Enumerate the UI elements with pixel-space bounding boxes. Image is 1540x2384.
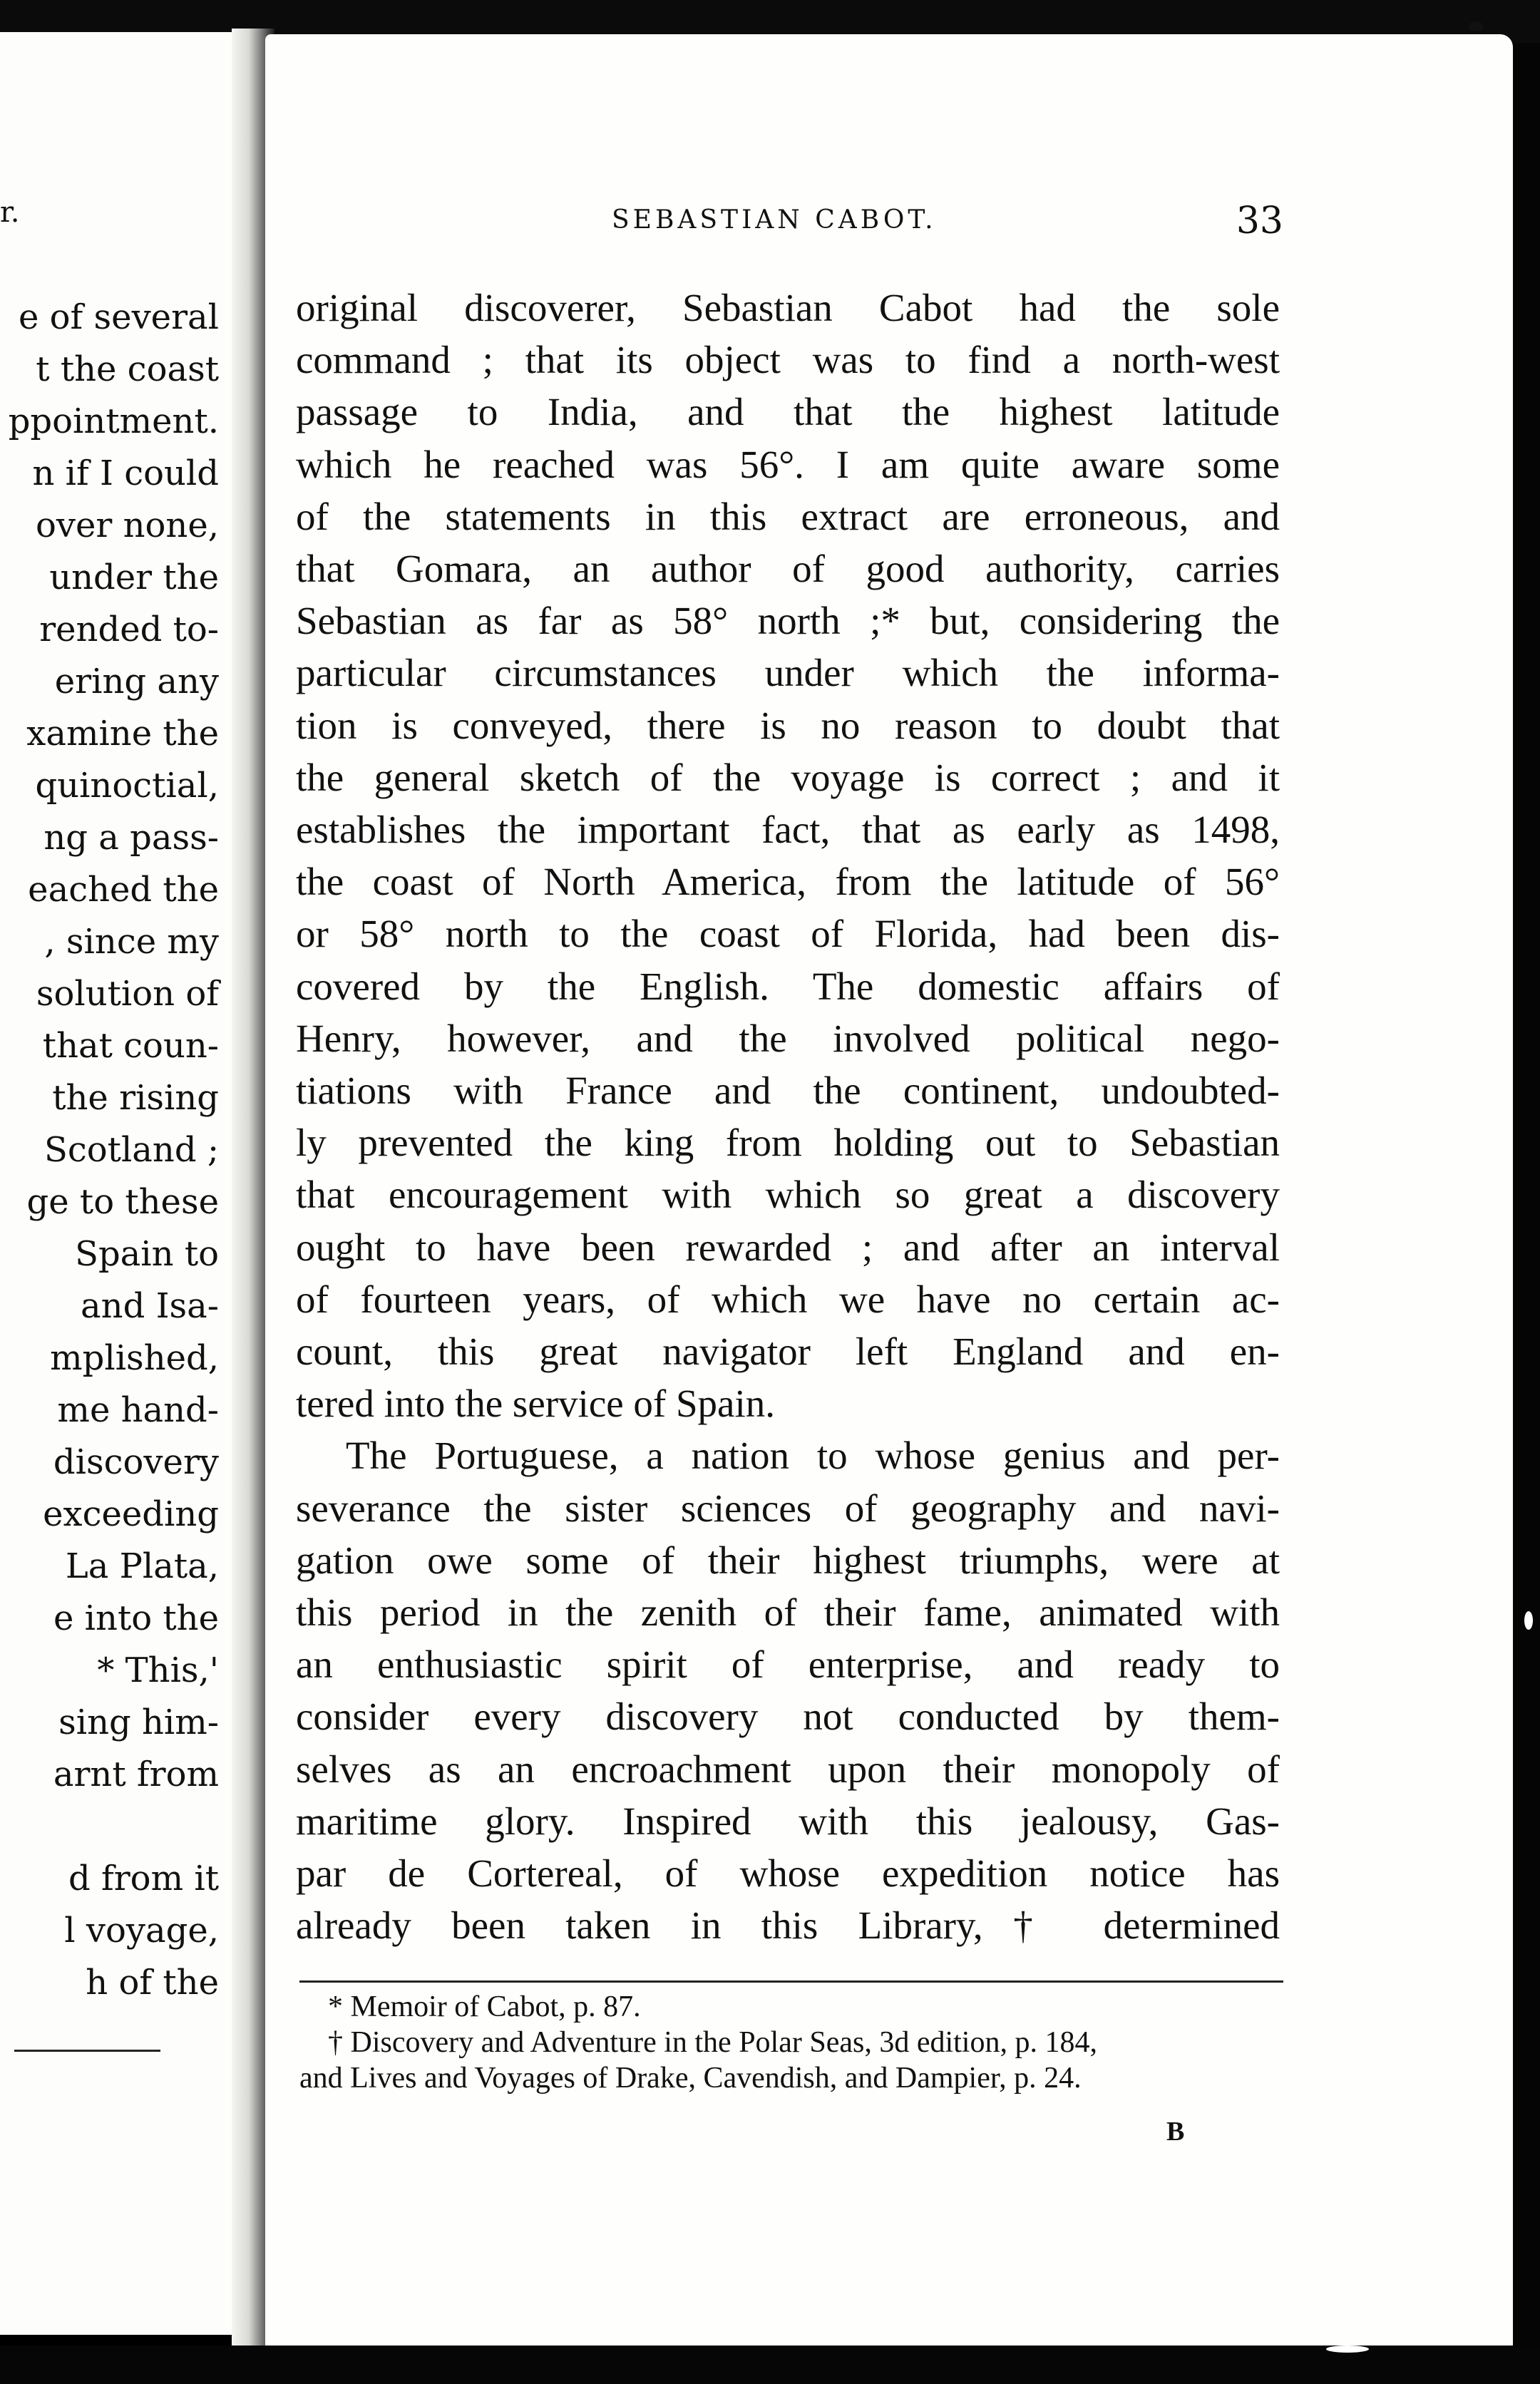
running-title: SEBASTIAN CABOT. xyxy=(612,205,937,235)
left-line: ering any xyxy=(54,662,219,702)
body-line: covered by the English. The domestic affairs of xyxy=(296,964,1280,1008)
left-line: over none, xyxy=(35,505,219,545)
left-line: under the xyxy=(49,558,219,597)
body-line: selves as an encroachment upon their monopoly of xyxy=(296,1747,1280,1791)
scan-speck xyxy=(1469,21,1483,31)
footnote-line: and Lives and Voyages of Drake, Cavendish, and Dampier, p. 24. xyxy=(299,2062,1082,2095)
left-line: rended to- xyxy=(39,610,219,649)
left-line: solution of xyxy=(36,974,219,1014)
page-header xyxy=(285,200,1283,250)
page-number: 33 xyxy=(1236,200,1283,242)
left-line: h of the xyxy=(86,1963,219,2003)
left-line: ng a pass- xyxy=(43,818,219,858)
body-line: or 58° north to the coast of Florida, had been dis- xyxy=(296,912,1280,956)
body-line: par de Cortereal, of whose expedition notice has xyxy=(296,1851,1280,1896)
body-line: of fourteen years, of which we have no certain ac- xyxy=(296,1277,1280,1321)
scan-speck xyxy=(1326,2346,1369,2353)
left-running-title-fragment: r. xyxy=(0,196,20,229)
left-line: eached the xyxy=(28,870,219,910)
scan-speck xyxy=(1524,1611,1533,1630)
left-line: l voyage, xyxy=(64,1911,219,1951)
left-line: e of several xyxy=(18,297,219,337)
left-footnote-rule xyxy=(14,2050,160,2052)
left-line: Scotland ; xyxy=(44,1130,219,1170)
left-line: quinoctial, xyxy=(35,766,219,806)
left-line: exceeding xyxy=(43,1494,219,1534)
body-line: passage to India, and that the highest latitude xyxy=(296,390,1280,434)
left-line: the rising xyxy=(52,1078,219,1118)
body-line: ought to have been rewarded ; and after an interval xyxy=(296,1225,1280,1269)
body-line: The Portuguese, a nation to whose genius and per- xyxy=(346,1434,1280,1478)
left-line: n if I could xyxy=(32,453,219,493)
left-line: e into the xyxy=(53,1598,219,1638)
body-line: count, this great navigator left England and en- xyxy=(296,1330,1280,1374)
body-line: establishes the important fact, that as early as 1498, xyxy=(296,808,1280,852)
left-line: ppointment. xyxy=(8,401,219,441)
left-line: d from it xyxy=(68,1859,219,1899)
body-line: the general sketch of the voyage is correct ; and it xyxy=(296,755,1280,799)
left-line: me hand- xyxy=(57,1390,219,1430)
left-line: discovery xyxy=(53,1442,219,1482)
left-line: xamine the xyxy=(26,714,219,754)
body-line: Sebastian as far as 58° north ;* but, considering the xyxy=(296,599,1280,643)
left-line: Spain to xyxy=(75,1234,219,1274)
body-text xyxy=(296,282,1280,1952)
body-line: already been taken in this Library,† determined xyxy=(296,1903,1280,1948)
body-line: command ; that its object was to find a north-west xyxy=(296,338,1280,382)
body-line: tiations with France and the continent, undoubted- xyxy=(296,1069,1280,1113)
body-line: tered into the service of Spain. xyxy=(296,1382,776,1426)
footnote-rule xyxy=(299,1980,1283,1983)
body-line: that encouragement with which so great a discovery xyxy=(296,1173,1280,1217)
body-line: original discoverer, Sebastian Cabot had the sole xyxy=(296,286,1280,329)
body-line: this period in the zenith of their fame, animated with xyxy=(296,1591,1280,1635)
footnote-line: † Discovery and Adventure in the Polar Seas, 3d edition, p. 184, xyxy=(328,2026,1097,2059)
left-line: , since my xyxy=(44,922,219,962)
body-line: an enthusiastic spirit of enterprise, and ready to xyxy=(296,1643,1280,1687)
scan-right-border xyxy=(1513,43,1540,2384)
left-line: La Plata, xyxy=(65,1546,219,1586)
left-page-text xyxy=(0,32,232,2335)
left-line: ge to these xyxy=(26,1182,219,1222)
left-line: sing him- xyxy=(58,1702,219,1742)
signature-mark: B xyxy=(1166,2117,1185,2147)
left-page xyxy=(0,32,232,2335)
body-line: that Gomara, an author of good authority, carries xyxy=(296,547,1280,591)
left-line: that coun- xyxy=(42,1026,219,1066)
left-line: * This,' xyxy=(97,1650,219,1690)
footnotes xyxy=(299,1989,1283,2096)
body-line: the coast of North America, from the latitude of 56° xyxy=(296,860,1280,904)
body-line: particular circumstances under which the informa- xyxy=(296,651,1280,695)
body-line: severance the sister sciences of geography and navi- xyxy=(296,1486,1280,1530)
body-line: maritime glory. Inspired with this jealousy, Gas- xyxy=(296,1799,1280,1843)
scan-bottom-border xyxy=(0,2346,1540,2384)
body-line: which he reached was 56°. I am quite aware some xyxy=(296,442,1280,486)
left-line: mplished, xyxy=(50,1338,219,1378)
left-line: t the coast xyxy=(36,349,219,389)
body-line: gation owe some of their highest triumphs, were at xyxy=(296,1538,1280,1582)
body-line: tion is conveyed, there is no reason to doubt that xyxy=(296,703,1280,747)
left-line: and Isa- xyxy=(81,1286,219,1326)
body-line: of the statements in this extract are erroneous, and xyxy=(296,494,1280,538)
body-line: consider every discovery not conducted by them- xyxy=(296,1695,1280,1739)
body-line: ly prevented the king from holding out to Sebastian xyxy=(296,1121,1280,1165)
left-line: arnt from xyxy=(53,1754,219,1794)
footnote-line: * Memoir of Cabot, p. 87. xyxy=(328,1990,641,2023)
body-line: Henry, however, and the involved political nego- xyxy=(296,1016,1280,1060)
